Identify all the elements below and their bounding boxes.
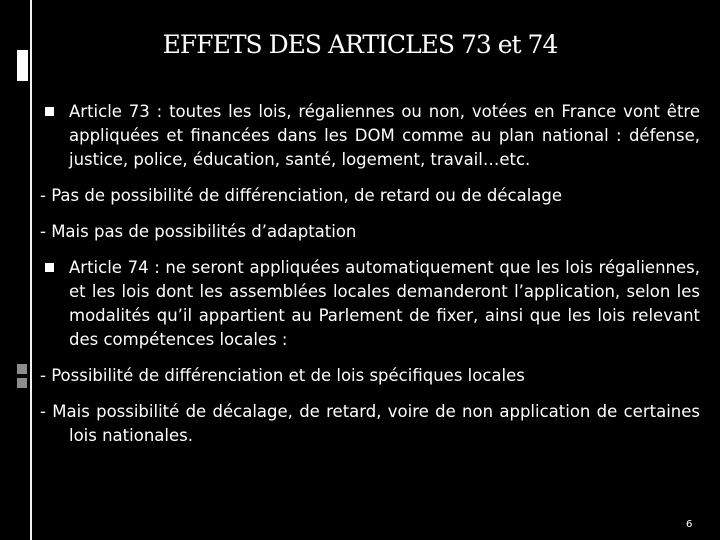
paragraph-text: Article 73 : toutes les lois, régaliennes ou non, votées en France vont être appliquées et financées dans les DOM comme au plan national : défense, justice, police, éducation, santé, logement, travail…etc. [69,102,700,169]
dash-paragraph [40,400,700,448]
paragraph-text: - Pas de possibilité de différenciation, de retard ou de décalage [40,186,563,205]
dash-paragraph [40,220,700,244]
bullet-paragraph [40,256,700,352]
paragraph-text: - Possibilité de différenciation et de lois spécifiques locales [40,366,525,385]
square-bullet-icon [45,263,54,272]
left-vertical-rule [30,0,32,540]
page-number: 6 [686,519,693,530]
slide-body [40,100,700,460]
dash-paragraph [40,364,700,388]
paragraph-text: - Mais possibilité de décalage, de retard, voire de non application de certaines lois nationales. [40,402,700,445]
paragraph-text: Article 74 : ne seront appliquées automatiquement que les lois régaliennes, et les lois dont les assemblées locales demanderont l’application, selon les modalités qu’il appartient au Parlement de fixer, ainsi que les lois relevant des compétences locales : [69,258,700,349]
dash-paragraph [40,184,700,208]
paragraph-text: - Mais pas de possibilités d’adaptation [40,222,357,241]
square-bullet-icon [45,107,54,116]
decorative-square [17,378,27,388]
bullet-paragraph [40,100,700,172]
slide-title: EFFETS DES ARTICLES 73 et 74 [162,30,558,59]
decorative-square [17,364,27,374]
